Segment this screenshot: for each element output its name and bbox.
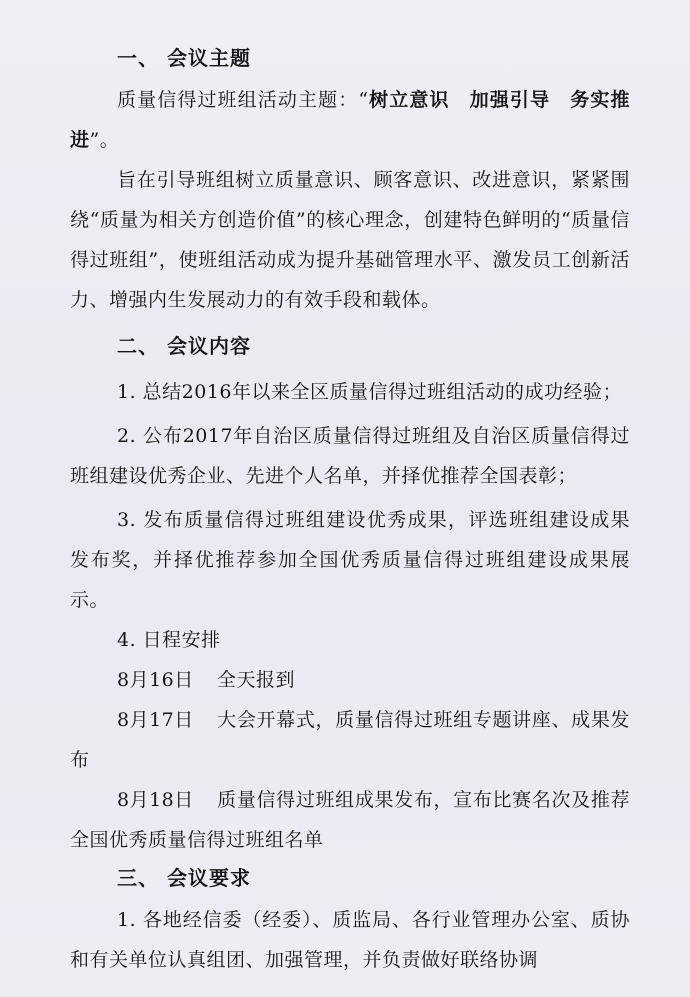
content-item-3: 3. 发布质量信得过班组建设优秀成果，评选班组建设成果发布奖，并择优推荐参加全国优秀质量信得过班组建设成果展示。 [70,509,630,611]
schedule-row-3 [70,780,630,860]
schedule-text-2: 大会开幕式，质量信得过班组专题讲座、成果发布 [70,709,630,771]
schedule-row-2 [70,700,630,780]
section-heading-content: 二、 会议内容 [117,334,251,358]
schedule-text-1: 全天报到 [217,669,296,691]
theme-paragraph [70,80,630,160]
theme-slogan: 树立意识 加强引导 务实推进 [70,89,630,151]
document-body [70,40,630,980]
theme-suffix: ”。 [89,129,120,151]
section-heading-requirements: 三、 会议要求 [117,866,251,890]
schedule-label: 4. 日程安排 [117,629,221,651]
schedule-date-3: 8月18日 [117,789,194,811]
schedule-date-1: 8月16日 [117,669,194,691]
requirements-item-1: 1. 各地经信委（经委）、质监局、各行业管理办公室、质协和有关单位认真组团、加强管理，并负责做好联络协调 [70,909,630,971]
section-heading-theme: 一、 会议主题 [117,46,251,70]
purpose-paragraph: 旨在引导班组树立质量意识、顾客意识、改进意识，紧紧围绕“质量为相关方创造价值”的核心理念，创建特色鲜明的“质量信得过班组”，使班组活动成为提升基础管理水平、激发员工创新活力、增强内生发展动力的有效手段和载体。 [70,169,630,311]
theme-prefix: 质量信得过班组活动主题：“ [117,89,369,111]
schedule-text-3: 质量信得过班组成果发布，宣布比赛名次及推荐全国优秀质量信得过班组名单 [70,789,630,851]
schedule-row-1 [70,660,630,700]
content-item-1: 1. 总结2016年以来全区质量信得过班组活动的成功经验； [117,381,623,403]
schedule-date-2: 8月17日 [117,709,194,731]
content-item-2: 2. 公布2017年自治区质量信得过班组及自治区质量信得过班组建设优秀企业、先进个人名单，并择优推荐全国表彰； [70,425,630,487]
